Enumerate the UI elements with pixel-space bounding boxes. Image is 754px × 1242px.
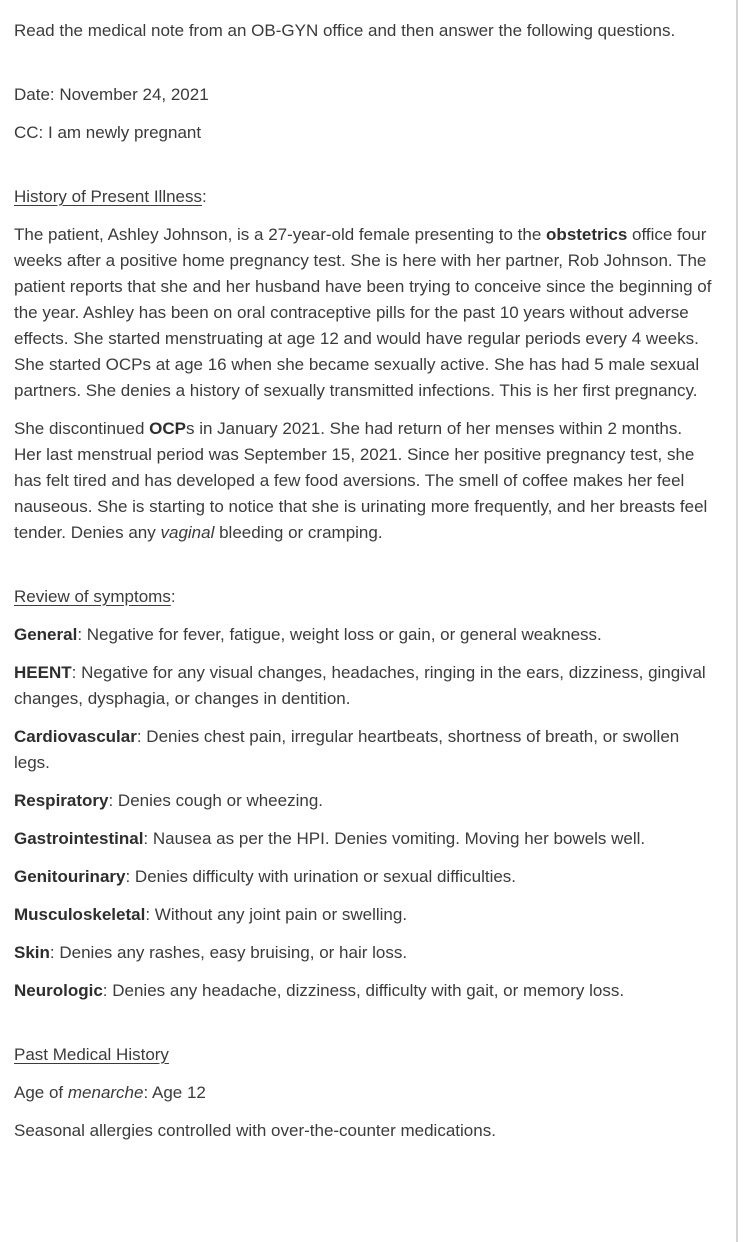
pmh-menarche-text-b: : Age 12 xyxy=(143,1083,206,1102)
spacer xyxy=(14,56,714,82)
ros-text: : Negative for any visual changes, headaches, ringing in the ears, dizziness, gingival changes, dysphagia, or changes in dentition. xyxy=(14,663,706,708)
ros-label: Genitourinary xyxy=(14,867,126,886)
spacer xyxy=(14,558,714,584)
pmh-menarche-text-a: Age of xyxy=(14,1083,68,1102)
pmh-allergies: Seasonal allergies controlled with over-the-counter medications. xyxy=(14,1121,496,1140)
ros-label: Neurologic xyxy=(14,981,103,1000)
hpi-p2-text-c: bleeding or cramping. xyxy=(214,523,383,542)
ros-item xyxy=(14,902,714,928)
ros-item xyxy=(14,660,714,712)
ros-label: HEENT xyxy=(14,663,72,682)
pmh-heading-line xyxy=(14,1042,714,1068)
ros-text: : Nausea as per the HPI. Denies vomiting. Moving her bowels well. xyxy=(143,829,646,848)
ros-label: Skin xyxy=(14,943,50,962)
ros-item xyxy=(14,788,714,814)
hpi-p2-text-a: She discontinued xyxy=(14,419,150,438)
hpi-p1-bold: obstetrics xyxy=(546,225,628,244)
hpi-paragraph-1 xyxy=(14,222,714,404)
ros-text: : Without any joint pain or swelling. xyxy=(145,905,408,924)
spacer xyxy=(14,1016,714,1042)
ros-label: General xyxy=(14,625,78,644)
ros-label: Gastrointestinal xyxy=(14,829,144,848)
hpi-p2-bold: OCP xyxy=(149,419,186,438)
ros-text: : Denies chest pain, irregular heartbeats, shortness of breath, or swollen legs. xyxy=(14,727,680,772)
ros-item xyxy=(14,724,714,776)
ros-heading: Review of symptoms xyxy=(14,587,171,606)
ros-label: Respiratory xyxy=(14,791,109,810)
page-right-border xyxy=(736,0,738,1242)
ros-item xyxy=(14,940,714,966)
ros-item xyxy=(14,826,714,852)
ros-item xyxy=(14,978,714,1004)
ros-text: : Denies difficulty with urination or sexual difficulties. xyxy=(125,867,517,886)
hpi-p2-italic: vaginal xyxy=(160,523,215,542)
spacer xyxy=(14,158,714,184)
ros-text: : Denies cough or wheezing. xyxy=(108,791,324,810)
ros-text: : Negative for fever, fatigue, weight loss or gain, or general weakness. xyxy=(77,625,602,644)
note-date: Date: November 24, 2021 xyxy=(14,85,209,104)
pmh-menarche-italic: menarche xyxy=(67,1083,144,1102)
hpi-paragraph-2 xyxy=(14,416,714,546)
medical-note-document xyxy=(14,18,714,1156)
pmh-heading: Past Medical History xyxy=(14,1045,169,1064)
ros-text: : Denies any rashes, easy bruising, or hair loss. xyxy=(49,943,408,962)
ros-heading-line xyxy=(14,584,714,610)
ros-item xyxy=(14,864,714,890)
ros-heading-colon: : xyxy=(170,587,176,606)
hpi-heading-line xyxy=(14,184,714,210)
hpi-heading-colon: : xyxy=(202,187,207,206)
hpi-p1-text-a: The patient, Ashley Johnson, is a 27-year-old female presenting to the xyxy=(14,225,547,244)
pmh-menarche xyxy=(14,1080,714,1106)
instructions-text: Read the medical note from an OB-GYN office and then answer the following questions. xyxy=(14,21,676,40)
ros-item xyxy=(14,622,714,648)
hpi-heading: History of Present Illness xyxy=(14,187,203,206)
hpi-p1-text-b: office four weeks after a positive home pregnancy test. She is here with her partner, Rob Johnson. The patient reports that she and her husband have been trying to conceive since the beginning of the year. Ashley has been on oral contraceptive pills for the past 10 years without adverse effects. She started menstruating at age 12 and would have regular periods every 4 weeks. She started OCPs at age 16 when she became sexually active. She has had 5 male sexual partners. She denies a history of sexually transmitted infections. This is her first pregnancy. xyxy=(14,225,712,400)
hpi-p2-text-b: s in January 2021. She had return of her menses within 2 months. Her last menstrual period was September 15, 2021. Since her positive pregnancy test, she has felt tired and has developed a few food aversions. The smell of coffee makes her feel nauseous. She is starting to notice that she is urinating more frequently, and her breasts feel tender. Denies any xyxy=(14,419,708,542)
ros-text: : Denies any headache, dizziness, difficulty with gait, or memory loss. xyxy=(102,981,625,1000)
ros-label: Cardiovascular xyxy=(14,727,137,746)
chief-complaint: CC: I am newly pregnant xyxy=(14,123,202,142)
ros-label: Musculoskeletal xyxy=(14,905,146,924)
